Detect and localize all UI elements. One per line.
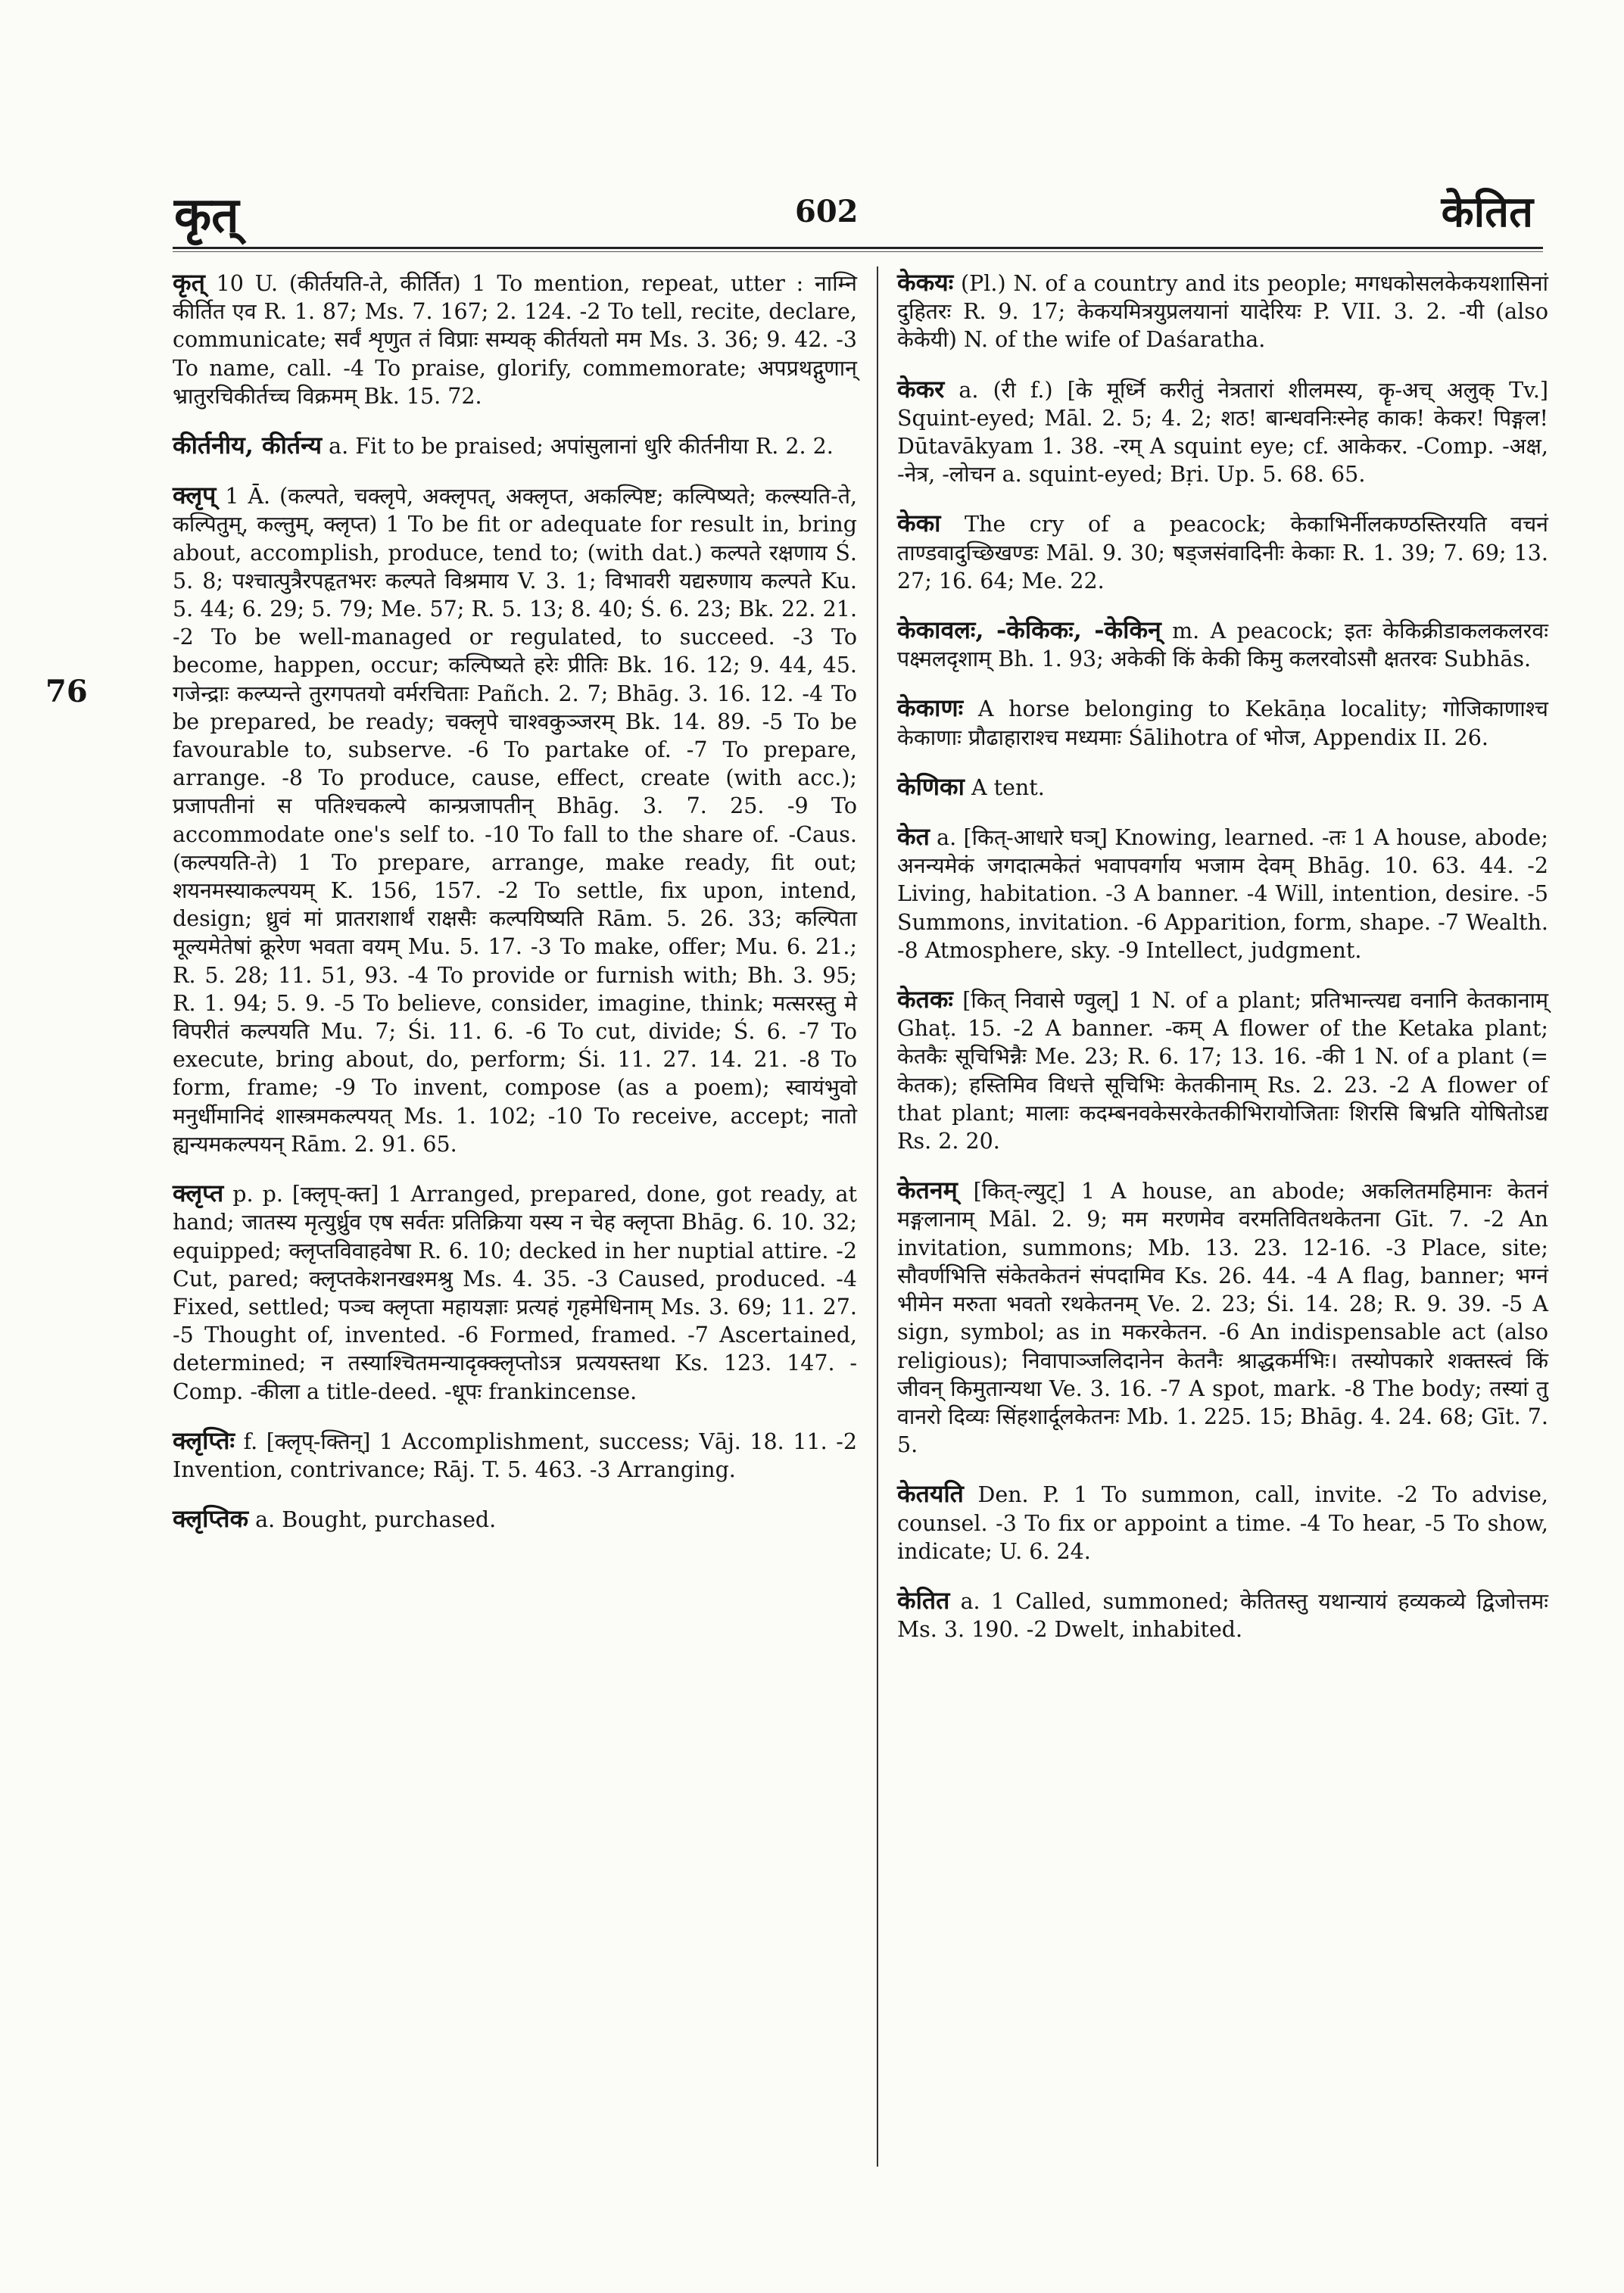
- entry-headword: क्लृप्तिः: [173, 1425, 235, 1455]
- entry-headword: क्लृप्: [173, 481, 217, 510]
- column-divider: [877, 266, 878, 2167]
- right-running-headword: केतित: [1441, 187, 1533, 237]
- dictionary-entry: [897, 616, 1548, 673]
- entry-headword: केतकः: [897, 985, 953, 1014]
- page-number: 602: [795, 194, 859, 229]
- dictionary-entry: [173, 431, 857, 460]
- entry-text: 10 U. (कीर्तयति-ते, कीर्तित) 1 To mention, repeat, utter : नाम्नि कीर्तित एव R. 1. 87; Ms. 7. 167; 2. 124. -2 To tell, recite, declare, communicate; सर्वं शृणुत तं विप्राः सम्यक् कीर्तयतो मम Ms. 3. 36; 9. 42. -3 To name, call. -4 To praise, glorify, commemorate; अपप्रथद्गुणान् भ्रातुरचिकीर्तच्च विक्रमम् Bk. 15. 72.: [173, 271, 857, 409]
- entry-text: A horse belonging to Kekāṇa locality; गोजिकाणाश्च केकाणाः प्रौढाहाराश्च मध्यमाः Śālihotra of भोज, Appendix II. 26.: [897, 696, 1548, 750]
- entry-headword: केणिका: [897, 771, 965, 801]
- entry-headword: केकर: [897, 374, 945, 403]
- dictionary-entry: [897, 1176, 1548, 1459]
- entry-text: f. [क्लृप्-क्तिन्] 1 Accomplishment, success; Vāj. 18. 11. -2 Invention, contrivance; Rāj. T. 5. 463. -3 Arranging.: [173, 1428, 857, 1482]
- entry-headword: क्लृप्तिक: [173, 1504, 249, 1534]
- entry-headword: केतनम्: [897, 1176, 958, 1205]
- entry-text: a. (री f.) [के मूर्ध्नि करीतुं नेत्रतारां शीलमस्य, कॄ-अच् अलुक् Tv.] Squint-eyed; Māl. 2. 5; 4. 2; शठ! बान्धवनिःस्नेह काक! केकर! पिङ्गल! Dūtavākyam 1. 38. -रम् A squint eye; cf. आकेकर. -Comp. -अक्ष, -नेत्र, -लोचन a. squint-eyed; Bṛi. Up. 5. 68. 65.: [897, 377, 1549, 488]
- margin-mark: 76: [45, 674, 88, 709]
- left-running-headword: कृत्: [174, 187, 239, 244]
- entry-headword: केकाणः: [897, 693, 964, 723]
- dictionary-entry: [897, 986, 1548, 1155]
- dictionary-entry: [173, 1427, 857, 1484]
- entry-text: p. p. [क्लृप्-क्त] 1 Arranged, prepared, done, got ready, at hand; जातस्य मृत्युर्ध्रुव एष सर्वतः प्रतिक्रिया यस्य न चेह क्लृप्ता Bhāg. 6. 10. 32; equipped; क्लृप्तविवाहवेषा R. 6. 10; decked in her nuptial attire. -2 Cut, pared; क्लृप्तकेशनखश्मश्रु Ms. 4. 35. -3 Caused, produced. -4 Fixed, settled; पञ्च क्लृप्ता महायज्ञाः प्रत्यहं गृहमेधिनाम् Ms. 3. 69; 11. 27. -5 Thought of, invented. -6 Formed, framed. -7 Ascertained, determined; न तस्याश्चितमन्यादृक्क्लृप्तोऽत्र प्रत्ययस्तथा Ks. 123. 147. -Comp. -कीला a title-deed. -धूपः frankincense.: [173, 1182, 857, 1404]
- entry-text: (Pl.) N. of a country and its people; मगधकोसलकेकयशासिनां दुहितरः R. 9. 17; केकयमित्रयुप्रलयानां यादेरियः P. VII. 3. 2. -यी (also केकेयी) N. of the wife of Daśaratha.: [897, 271, 1549, 353]
- entry-text: a. Fit to be praised; अपांसुलानां धुरि कीर्तनीया R. 2. 2.: [329, 434, 834, 460]
- dictionary-entry: [897, 823, 1548, 964]
- dictionary-entry: [173, 269, 857, 410]
- dictionary-entry: [897, 509, 1548, 595]
- entry-text: [कित् निवासे ण्वुल्] 1 N. of a plant; प्रतिभान्त्यद्य वनानि केतकानाम् Ghaṭ. 15. -2 A banner. -कम् A flower of the Ketaka plant; केतकैः सूचिभिन्नैः Me. 23; R. 6. 17; 13. 16. -की 1 N. of a plant (= केतक); हस्तिमिव विधत्ते सूचिभिः केतकीनाम् Rs. 2. 23. -2 A flower of that plant; मालाः कदम्बनवकेसरकेतकीभिरायोजिताः शिरसि बिभ्रति योषितोऽद्य Rs. 2. 20.: [897, 988, 1549, 1154]
- entry-headword: केतयति: [897, 1479, 964, 1509]
- entry-text: m. A peacock; इतः केकिक्रीडाकलकलरवः पक्ष्मलदृशाम् Bh. 1. 93; अकेकी किं केकी किमु कलरवोऽसौ क्षतरवः Subhās.: [897, 618, 1548, 672]
- dictionary-entry: [897, 773, 1548, 802]
- entry-text: The cry of a peacock; केकाभिर्नीलकण्ठस्तिरयति वचनं ताण्डवादुच्छिखण्डः Māl. 9. 30; षड्जसंवादिनीः केकाः R. 1. 39; 7. 69; 13. 27; 16. 64; Me. 22.: [897, 512, 1548, 594]
- dictionary-entry: [173, 1179, 857, 1406]
- entry-text: a. 1 Called, summoned; केतितस्तु यथान्यायं हव्यकव्ये द्विजोत्तमः Ms. 3. 190. -2 Dwelt, inhabited.: [897, 1588, 1549, 1643]
- entry-text: [कित्-ल्युट्] 1 A house, an abode; अकलितमहिमानः केतनं मङ्गलानाम् Māl. 2. 9; मम मरणमेव वरमतिवितथकेतना Gīt. 7. -2 An invitation, summons; Mb. 13. 23. 12-16. -3 Place, site; सौवर्णभित्ति संकेतकेतनं संपदामिव Ks. 26. 44. -4 A flag, banner; भग्नं भीमेन मरुता भवतो रथकेतनम् Ve. 2. 23; Śi. 14. 28; R. 9. 39. -5 A sign, symbol; as in मकरकेतन. -6 An indispensable act (also religious); निवापाञ्जलिदानेन केतनैः श्राद्धकर्मभिः। तस्योपकारे शक्तस्त्वं किं जीवन् किमुतान्यथा Ve. 3. 16. -7 A spot, mark. -8 The body; तस्यां तु वानरो दिव्यः सिंहशार्दूलकेतनः Mb. 1. 225. 15; Bhāg. 4. 24. 68; Gīt. 7. 5.: [897, 1179, 1548, 1458]
- right-column: [897, 269, 1548, 1665]
- entry-headword: केतित: [897, 1585, 950, 1615]
- header-rule: [173, 247, 1543, 249]
- entry-text: 1 Ā. (कल्पते, चक्लृपे, अक्लृपत्, अक्लृप्त, अकल्पिष्ट; कल्पिष्यते; कल्स्यति-ते, कल्पितुम्, कल्तुम्, क्लृप्त) 1 To be fit or adequate for result in, bring about, accomplish, produce, tend to; (with dat.) कल्पते रक्षणाय Ś. 5. 8; पश्चात्पुत्रैरपहृतभरः कल्पते विश्रमाय V. 3. 1; विभावरी यद्यरुणाय कल्पते Ku. 5. 44; 6. 29; 5. 79; Me. 57; R. 5. 13; 8. 40; Ś. 6. 23; Bk. 22. 21. -2 To be well-managed or regulated, to succeed. -3 To become, happen, occur; कल्पिष्यते हरेः प्रीतिः Bk. 16. 12; 9. 44, 45. गजेन्द्राः कल्प्यन्ते तुरगपतयो वर्मरचिताः Pañch. 2. 7; Bhāg. 3. 16. 12. -4 To be prepared, be ready; चक्लृपे चाश्वकुञ्जरम् Bk. 14. 89. -5 To be favourable to, subserve. -6 To partake of. -7 To prepare, arrange. -8 To produce, cause, effect, create (with acc.); प्रजापतीनां स पतिश्चकल्पे कान्प्रजापतीन् Bhāg. 3. 7. 25. -9 To accommodate one's self to. -10 To fall to the share of. -Caus. (कल्पयति-ते) 1 To prepare, arrange, make ready, fit out; शयनमस्याकल्पयम् K. 156, 157. -2 To settle, fix upon, intend, design; ध्रुवं मां प्रातराशार्थं राक्षसैः कल्पयिष्यति Rām. 5. 26. 33; कल्पिता मूल्यमेतेषां क्रूरेण भवता वयम् Mu. 5. 17. -3 To make, offer; Mu. 6. 21.; R. 5. 28; 11. 51, 93. -4 To provide or furnish with; Bh. 3. 95; R. 1. 94; 5. 9. -5 To believe, consider, imagine, think; मत्सरस्तु मे विपरीतं कल्पयति Mu. 7; Śi. 11. 6. -6 To cut, divide; Ś. 6. -7 To execute, bring about, do, perform; Śi. 11. 27. 14. 21. -8 To form, frame; -9 To invent, compose (as a poem); स्वायंभुवो मनुर्धीमानिदं शास्त्रमकल्पयत् Ms. 1. 102; -10 To receive, accept; नातो ह्यन्यमकल्पयन् Rām. 2. 91. 65.: [173, 484, 858, 1157]
- entry-headword: कृत्: [173, 268, 205, 297]
- entry-headword: केकयः: [897, 268, 954, 297]
- left-column: [173, 269, 857, 1555]
- page-header: [0, 0, 1624, 257]
- entry-headword: क्लृप्त: [173, 1179, 224, 1208]
- entry-text: a. [कित्-आधारे घञ्] Knowing, learned. -तः 1 A house, abode; अनन्यमेकं जगदात्मकेतं भवापवर्गाय भजाम देवम् Bhāg. 10. 63. 44. -2 Living, habitation. -3 A banner. -4 Will, intention, desire. -5 Summons, invitation. -6 Apparition, form, shape. -7 Wealth. -8 Atmosphere, sky. -9 Intellect, judgment.: [897, 825, 1548, 963]
- entry-text: Den. P. 1 To summon, call, invite. -2 To advise, counsel. -3 To fix or appoint a time. -4 To hear, -5 To show, indicate; U. 6. 24.: [897, 1482, 1548, 1564]
- entry-headword: कीर्तनीय, कीर्तन्य: [173, 431, 323, 460]
- dictionary-entry: [173, 1505, 857, 1534]
- dictionary-entry: [897, 269, 1548, 354]
- dictionary-entry: [897, 1480, 1548, 1566]
- dictionary-entry: [897, 694, 1548, 751]
- header-rule-thin: [173, 251, 1543, 252]
- entry-headword: केका: [897, 509, 941, 538]
- dictionary-entry: [897, 1587, 1548, 1643]
- entry-text: a. Bought, purchased.: [255, 1507, 497, 1533]
- entry-headword: केत: [897, 822, 930, 852]
- dictionary-entry: [173, 481, 857, 1158]
- entry-text: A tent.: [971, 774, 1045, 800]
- entry-headword: केकावलः, -केकिकः, -केकिन्: [897, 615, 1161, 645]
- dictionary-entry: [897, 375, 1548, 489]
